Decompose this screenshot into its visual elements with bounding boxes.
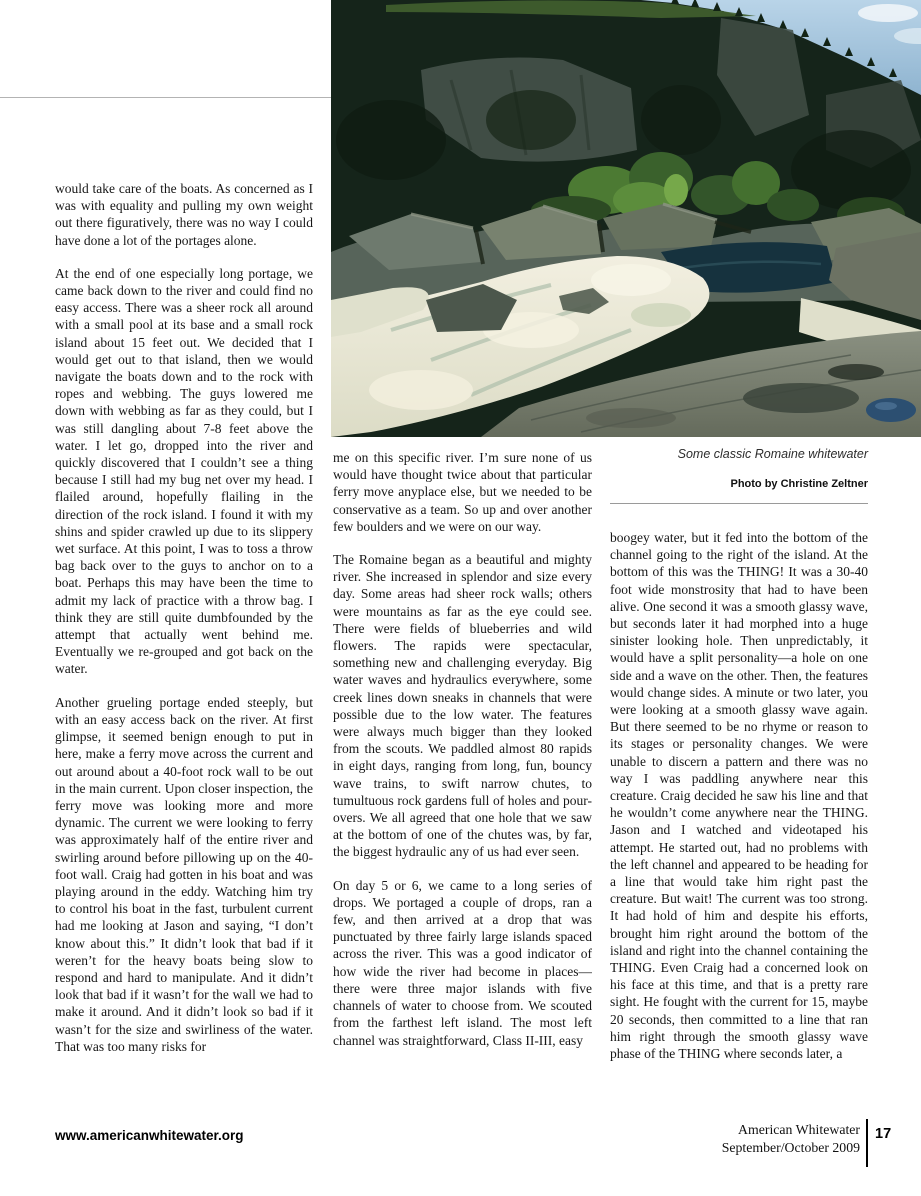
footer-issue-date: September/October 2009 [721,1139,860,1155]
footer-magazine-name: American Whitewater [738,1122,860,1137]
paragraph: At the end of one especially long portage, we came back down to the river and could find no easy access. There was a sheer rock all around with a small pool at its base and a small rock island about 15 feet out. We decided that I would get out to that island, then we would navigate the boats down and to the rock with ropes and webbing. The guys lowered me down with webbing as far as they could, but I was still dangling about 7-8 feet above the water. I let go, dropped into the river and quickly discovered that I couldn’t see a thing because I still had my bug net over my head. I flailed around, hopefully flailing in the direction of the rock island. I found it with my shins and spider crawled up due to its slippery wet surface. At this point, I was to toss a throw bag back over to the guys to anchor on to a boat. Perhaps this may have been the time to admit my lack of practice with a throw bag. I think they are still quite dumbfounded by the attempt that actually went behind me. Eventually we re-grouped and got back on the water. [55,265,313,677]
puddle [866,398,916,422]
footer-magazine-info [722,1121,860,1156]
header-rule [0,97,331,98]
article-column-2 [333,449,592,1116]
trees [767,189,819,221]
paragraph: boogey water, but it fed into the bottom of the channel going to the right of the island. At the bottom of this was the THING! It was a 30-40 foot wide monstrosity that had to have been alive. One second it was a smooth glassy wave, but seconds later it had morphed into a huge sinister looking hole. Then unpredictably, it would have a split personality—a hole on one side and a wave on the other. Then, the features would change sides. A minute or two later, you were looking at a smooth glassy wave again. But there seemed to be no rhyme or reason to its stages or personality changes. We were unable to discern a pattern and there was no way I was paddling anywhere near this creature. Craig decided he saw his line and that he wouldn’t come anywhere near the THING. Jason and I watched and videotaped his attempt. He started out, had no problems with the left channel and appeared to be heading for a line that would take him right past the creature. But wait! The current was too strong. It had hold of him and despite his efforts, brought him right around the bottom of the island and right into the channel containing the THING. Even Craig had a concerned look on his face at this time, and that is a pretty rare sight. He fought with the current for 15, maybe 20 seconds, then committed to a line that ran him right through the smooth glassy wave phase of the THING where seconds later, a [610,530,868,1062]
article-column-3 [610,529,868,1116]
photo-caption: Some classic Romaine whitewater [677,447,868,461]
footer-website-url: www.americanwhitewater.org [55,1128,244,1143]
river-photo [331,0,921,437]
paragraph: me on this specific river. I’m sure none of us would have thought twice about that particular ferry move anyplace else, but we needed to be conservative as a team. So up and over another few boulders and we were on our way. [333,450,592,534]
page-number: 17 [875,1126,892,1142]
paragraph: Another grueling portage ended steeply, but with an easy access back on the river. At first glimpse, it seemed benign enough to put in here, make a ferry move across the current and out around about a 40-foot rock wall to be out in the main current. Upon closer inspection, the ferry move was looking more and more dynamic. The current we were looking to ferry was approximately half of the entire river and swirling around before pillowing up on the 40-foot wall. Craig had gotten in his boat and was playing around in the eddy. Watching him try to control his boat in the fast, turbulent current had me looking at Jason and saying, “I don’t know about this.” It didn’t look that bad if it weren’t for the heavy boats being slow to respond and hard to manipulate. And it didn’t look that bad if it wasn’t for the wall we had to make it around. And it didn’t look so bad if it wasn’t for the size and swirliness of the water. That was too many risks for [55,694,313,1054]
paragraph: The Romaine began as a beautiful and mighty river. She increased in splendor and size every day. Some areas had sheer rock walls; others were mountains as far as the eye could see. There were fields of blueberries and wild flowers. The rapids were spectacular, something new and challenging everyday. Big water waves and hydraulics everywhere, some creek lines down sneaks in channels that were possible due to the low water. The features were always much bigger than they looked from the scouts. We paddled almost 80 rapids in eight days, ranging from long, fun, bouncy wave trains, to swift narrow chutes, to tumultuous rock gardens full of holes and pour-overs. We all agreed that one hole that we saw at the bottom of one of the chutes was, by far, the biggest hydraulic any of us had ever seen. [333,552,592,860]
caption-rule [610,503,868,504]
river-photo-art [331,0,921,437]
footer-divider [866,1119,868,1167]
cloud [858,4,918,22]
article-column-1 [55,180,313,1116]
paragraph: would take care of the boats. As concerned as I was with equality and pulling my own weight out there figuratively, there was no way I could have done a lot of the portages alone. [55,181,313,248]
photo-caption-block [610,447,868,490]
photo-credit: Photo by Christine Zeltner [730,478,868,490]
trees [664,174,688,206]
paragraph: On day 5 or 6, we came to a long series of drops. We portaged a couple of drops, ran a few, and then arrived at a drop that was punctuated by three fairly large islands spaced across the river. This was a good indicator of how wide the river had become in places—there were three major islands with five channels of water to choose from. We scouted from the farthest left island. The most left channel was straightforward, Class II-III, easy [333,877,592,1048]
